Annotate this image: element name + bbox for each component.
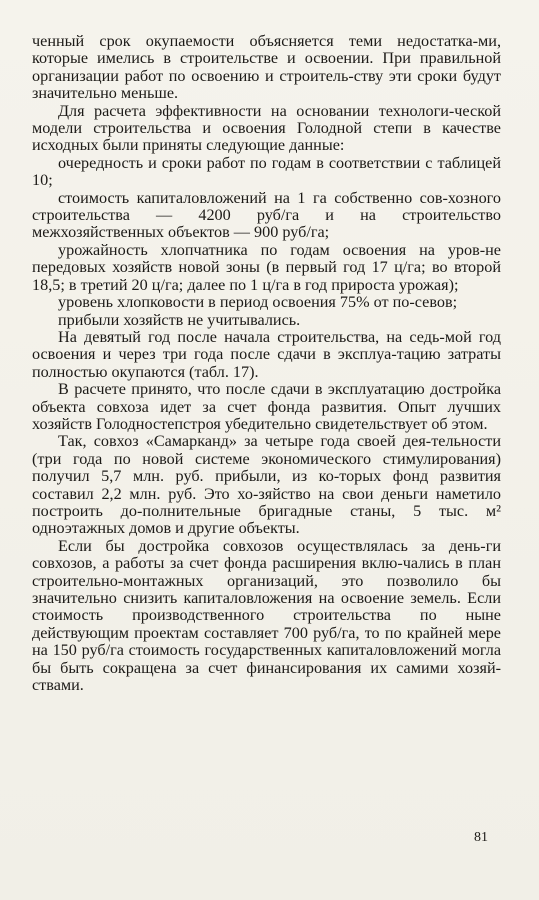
page-number: 81 (474, 830, 488, 845)
paragraph-6: уровень хлопковости в период освоения 75% от по-севов; (58, 293, 458, 312)
paragraph-4: стоимость капиталовложений на 1 га собственно сов-хозного строительства — 4200 руб/га и на строительство межхозяйственных объектов — 900 руб/га; (32, 188, 501, 242)
paragraph-1: ченный срок окупаемости объясняется теми недостатка-ми, которые имелись в строительстве и освоении. При правильной организации работ по освоению и строитель-ству эти сроки будут значительно меньше. (32, 32, 501, 103)
paragraph-3: очередность и сроки работ по годам в соответствии с таблицей 10; (32, 153, 501, 190)
paragraph-8: На девятый год после начала строительства, на седь-мой год освоения и через три года после сдачи в эксплуа-тацию затраты полностью окупаются (табл. 17). (32, 327, 501, 381)
paragraph-7: прибыли хозяйств не учитывались. (58, 310, 301, 329)
paragraph-2: Для расчета эффективности на основании технологи-ческой модели строительства и освоения Голодной степи в качестве исходных были приняты следующие данные: (32, 101, 501, 155)
paragraph-11: Если бы достройка совхозов осуществлялась за день-ги совхозов, а работы за счет фонда расширения вклю-чались в план строительно-монтажных организаций, это позволило бы значительно снизить капиталовложения на освоение земель. Если стоимость производственного строительства по ныне действующим проектам составляет 700 руб/га, то по крайней мере на 150 руб/га стоимость государственных капиталовложений могла бы быть сокращена за счет финансирования их самими хозяй-ствами. (32, 536, 501, 695)
main-text (32, 33, 501, 694)
paragraph-5: урожайность хлопчатника по годам освоения на уров-не передовых хозяйств новой зоны (в первый год 17 ц/га; во второй 18,5; в третий 20 ц/га; далее по 1 ц/га в год прироста урожая); (32, 240, 501, 294)
paragraph-9: В расчете принято, что после сдачи в эксплуатацию достройка объекта совхоза идет за счет фонда развития. Опыт лучших хозяйств Голодностепстроя убедительно свидетельствует об этом. (32, 380, 501, 433)
paragraph-10: Так, совхоз «Самарканд» за четыре года своей дея-тельности (три года по новой системе экономического стимулирования) получил 5,7 млн. руб. прибыли, из ко-торых фонд развития составил 2,2 млн. руб. Это хо-зяйство на свои деньги наметило построить до-полнительные бригадные станы, 5 тыс. м² одноэтажных домов и другие объекты. (32, 432, 501, 538)
